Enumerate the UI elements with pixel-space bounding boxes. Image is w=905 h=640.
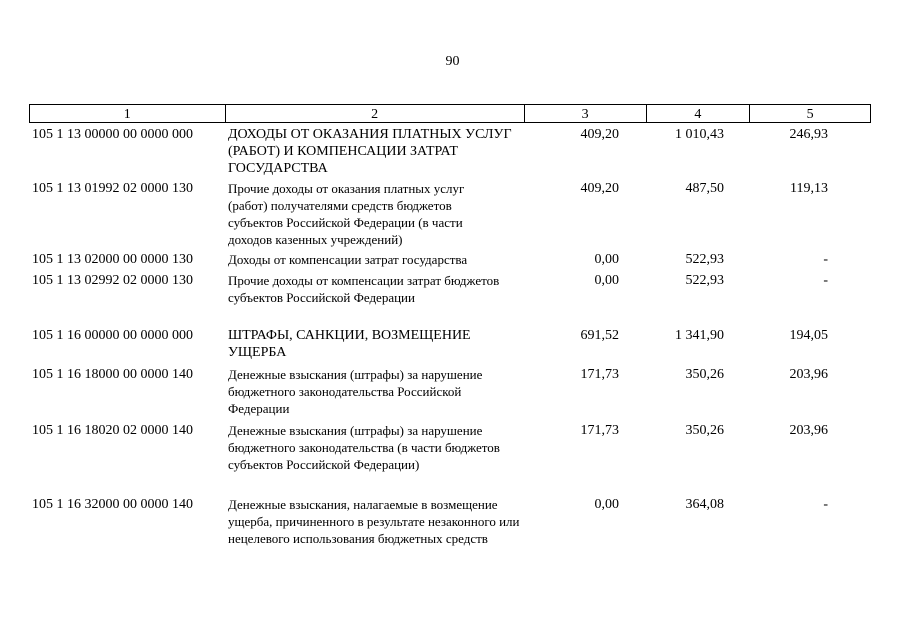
row-value-4: 1 341,90 — [675, 328, 724, 343]
row-name: Денежные взыскания (штрафы) за нарушение бюджетного законодательства (в части бюджетов субъектов Российской Федерации) — [228, 423, 500, 472]
row-value-5: 203,96 — [789, 423, 828, 438]
header-col-2: 2 — [226, 105, 525, 122]
row-value-4: 487,50 — [685, 181, 724, 196]
row-value-3: 409,20 — [580, 181, 619, 196]
row-value-3: 0,00 — [594, 252, 619, 267]
row-code: 105 1 16 32000 00 0000 140 — [32, 497, 193, 512]
row-value-4: 350,26 — [685, 367, 724, 382]
row-value-4: 350,26 — [685, 423, 724, 438]
row-name: Денежные взыскания (штрафы) за нарушение бюджетного законодательства Российской Федерации — [228, 367, 483, 416]
row-name: ДОХОДЫ ОТ ОКАЗАНИЯ ПЛАТНЫХ УСЛУГ (РАБОТ) И КОМПЕНСАЦИИ ЗАТРАТ ГОСУДАРСТВА — [228, 127, 512, 176]
row-name: Прочие доходы от оказания платных услуг (работ) получателями средств бюджетов субъектов Российской Федерации (в части доходов казенных учреждений) — [228, 181, 465, 247]
row-code: 105 1 13 02992 02 0000 130 — [32, 273, 193, 288]
row-value-5: 246,93 — [789, 127, 828, 142]
header-col-4: 4 — [647, 105, 751, 122]
row-value-5: - — [823, 252, 828, 267]
row-code: 105 1 16 18000 00 0000 140 — [32, 367, 193, 382]
row-value-5: 194,05 — [789, 328, 828, 343]
header-col-1: 1 — [30, 105, 226, 122]
row-code: 105 1 13 01992 02 0000 130 — [32, 181, 193, 196]
row-value-4: 1 010,43 — [675, 127, 724, 142]
page-number: 90 — [445, 54, 460, 69]
row-value-4: 364,08 — [685, 497, 724, 512]
row-name: Прочие доходы от компенсации затрат бюджетов субъектов Российской Федерации — [228, 273, 500, 305]
row-value-5: 203,96 — [789, 367, 828, 382]
row-name: Доходы от компенсации затрат государства — [228, 252, 468, 267]
row-code: 105 1 13 00000 00 0000 000 — [32, 127, 193, 142]
row-value-3: 171,73 — [580, 423, 619, 438]
row-value-3: 691,52 — [580, 328, 619, 343]
row-value-3: 409,20 — [580, 127, 619, 142]
row-value-5: 119,13 — [790, 181, 828, 196]
row-name: ШТРАФЫ, САНКЦИИ, ВОЗМЕЩЕНИЕ УЩЕРБА — [228, 328, 471, 360]
row-value-4: 522,93 — [685, 252, 724, 267]
row-value-3: 171,73 — [580, 367, 619, 382]
row-name: Денежные взыскания, налагаемые в возмещение ущерба, причиненного в результате незаконного или нецелевого использования бюджетных средств — [228, 497, 520, 546]
row-value-4: 522,93 — [685, 273, 724, 288]
row-code: 105 1 13 02000 00 0000 130 — [32, 252, 193, 267]
row-value-5: - — [823, 273, 828, 288]
row-value-5: - — [823, 497, 828, 512]
table-header — [29, 104, 871, 123]
header-col-5: 5 — [806, 107, 814, 122]
row-value-3: 0,00 — [594, 273, 619, 288]
header-col-3: 3 — [525, 105, 647, 122]
row-code: 105 1 16 18020 02 0000 140 — [32, 423, 193, 438]
row-value-3: 0,00 — [594, 497, 619, 512]
row-code: 105 1 16 00000 00 0000 000 — [32, 328, 193, 343]
